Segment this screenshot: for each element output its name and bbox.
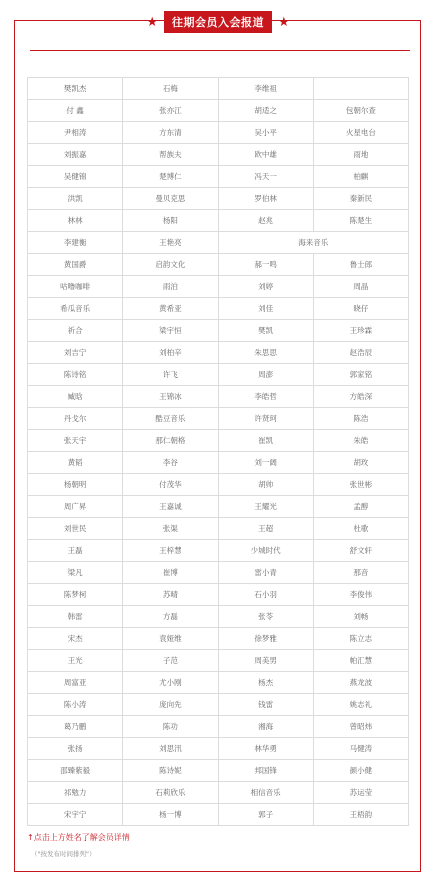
- table-row: [28, 188, 409, 210]
- member-name-link[interactable]: 邦国锋: [218, 760, 313, 782]
- member-name-link[interactable]: 杨阳: [123, 210, 218, 232]
- member-name-link[interactable]: 相信音乐: [218, 782, 313, 804]
- member-name-link[interactable]: 陈立志: [313, 628, 408, 650]
- table-row: [28, 232, 409, 254]
- member-name-link[interactable]: 祈合: [28, 320, 123, 342]
- table-row: [28, 166, 409, 188]
- member-name-link[interactable]: 雨泊: [123, 276, 218, 298]
- member-name-link[interactable]: 黄希亚: [123, 298, 218, 320]
- divider-line: [30, 50, 410, 51]
- member-name-link[interactable]: 杨朝明: [28, 474, 123, 496]
- member-name-link[interactable]: 欧中雄: [218, 144, 313, 166]
- table-row: [28, 254, 409, 276]
- table-row: [28, 78, 409, 100]
- table-row: [28, 452, 409, 474]
- member-name-link[interactable]: 张亦江: [123, 100, 218, 122]
- member-name-link[interactable]: 海来音乐: [218, 232, 409, 254]
- member-name-link[interactable]: 梁宇恒: [123, 320, 218, 342]
- footer-note: ↑点击上方姓名了解会员详情: [27, 833, 130, 842]
- member-name-link[interactable]: 曾昭炜: [313, 716, 408, 738]
- member-name-link[interactable]: 方皓深: [313, 386, 408, 408]
- member-name-link[interactable]: 杨杰: [218, 672, 313, 694]
- member-name-link[interactable]: 苏晴: [123, 584, 218, 606]
- member-name-link[interactable]: 陈诗妮: [123, 760, 218, 782]
- member-name-link[interactable]: 方东清: [123, 122, 218, 144]
- table-row: [28, 122, 409, 144]
- member-name-link[interactable]: 罗伯林: [218, 188, 313, 210]
- member-name-link[interactable]: 周晶: [313, 276, 408, 298]
- member-name-link[interactable]: 姚志礼: [313, 694, 408, 716]
- table-row: [28, 804, 409, 826]
- member-name-link[interactable]: 黄韬: [28, 452, 123, 474]
- table-row: [28, 738, 409, 760]
- member-name-link[interactable]: 吴健锦: [28, 166, 123, 188]
- member-name-link[interactable]: 钱雷: [218, 694, 313, 716]
- member-name-link[interactable]: 希瓜音乐: [28, 298, 123, 320]
- member-name-link[interactable]: 子范: [123, 650, 218, 672]
- member-table-body: [28, 78, 409, 826]
- member-name-link[interactable]: 丹戈尔: [28, 408, 123, 430]
- member-name-link[interactable]: 徐梦雅: [218, 628, 313, 650]
- member-name-link[interactable]: 咕噜咖啡: [28, 276, 123, 298]
- member-name-link[interactable]: 启韵文化: [123, 254, 218, 276]
- empty-cell: [313, 78, 408, 100]
- table-row: [28, 474, 409, 496]
- table-row: [28, 210, 409, 232]
- member-name-link[interactable]: 刘柏辛: [123, 342, 218, 364]
- member-name-link[interactable]: 马健涛: [313, 738, 408, 760]
- member-name-link[interactable]: 许贤珂: [218, 408, 313, 430]
- table-row: [28, 606, 409, 628]
- member-name-link[interactable]: 刘佳: [218, 298, 313, 320]
- member-name-link[interactable]: 石小羽: [218, 584, 313, 606]
- table-row: [28, 496, 409, 518]
- member-name-link[interactable]: 韩雷: [28, 606, 123, 628]
- table-row: [28, 298, 409, 320]
- member-name-link[interactable]: 朱思思: [218, 342, 313, 364]
- table-row: [28, 540, 409, 562]
- table-row: [28, 562, 409, 584]
- member-name-link[interactable]: 陈楚生: [313, 210, 408, 232]
- member-name-link[interactable]: 刘世民: [28, 518, 123, 540]
- table-row: [28, 716, 409, 738]
- member-name-link[interactable]: 尤小刚: [123, 672, 218, 694]
- member-name-link[interactable]: 王嘉诚: [123, 496, 218, 518]
- member-name-link[interactable]: 那音: [313, 562, 408, 584]
- member-name-link[interactable]: 崔博: [123, 562, 218, 584]
- member-name-link[interactable]: 柏麒: [313, 166, 408, 188]
- member-name-link[interactable]: 付 鑫: [28, 100, 123, 122]
- member-name-link[interactable]: 朱皓: [313, 430, 408, 452]
- member-name-link[interactable]: 燕龙波: [313, 672, 408, 694]
- table-row: [28, 430, 409, 452]
- member-name-link[interactable]: 包朝尔查: [313, 100, 408, 122]
- member-name-link[interactable]: 宋杰: [28, 628, 123, 650]
- member-name-link[interactable]: 孟醇: [313, 496, 408, 518]
- member-name-link[interactable]: 陈小涛: [28, 694, 123, 716]
- member-name-link[interactable]: 张世彬: [313, 474, 408, 496]
- member-name-link[interactable]: 冯天一: [218, 166, 313, 188]
- table-row: [28, 408, 409, 430]
- member-name-link[interactable]: 祁勉力: [28, 782, 123, 804]
- member-name-link[interactable]: 王光: [28, 650, 123, 672]
- table-row: [28, 628, 409, 650]
- table-row: [28, 760, 409, 782]
- member-name-link[interactable]: 火星电台: [313, 122, 408, 144]
- member-name-link[interactable]: 雨地: [313, 144, 408, 166]
- member-name-link[interactable]: 王珍霖: [313, 320, 408, 342]
- footer-subnote: （"按发布时间排列"）: [31, 850, 96, 858]
- member-name-link[interactable]: 吴小平: [218, 122, 313, 144]
- member-name-link[interactable]: 苏运莹: [313, 782, 408, 804]
- member-name-link[interactable]: 鲁士郎: [313, 254, 408, 276]
- table-row: [28, 144, 409, 166]
- member-name-link[interactable]: 臧晗: [28, 386, 123, 408]
- member-name-link[interactable]: 王艳亮: [123, 232, 218, 254]
- member-name-link[interactable]: 郝一鸣: [218, 254, 313, 276]
- member-name-link[interactable]: 林林: [28, 210, 123, 232]
- member-name-link[interactable]: 王磊: [28, 540, 123, 562]
- member-name-link[interactable]: 刘吉宁: [28, 342, 123, 364]
- member-name-link[interactable]: 周广昇: [28, 496, 123, 518]
- member-name-link[interactable]: 胡帅: [218, 474, 313, 496]
- member-name-link[interactable]: 王锦冰: [123, 386, 218, 408]
- member-name-link[interactable]: 王超: [218, 518, 313, 540]
- section-title: 往期会员入会报道: [164, 11, 272, 33]
- member-name-link[interactable]: 刘婷: [218, 276, 313, 298]
- table-row: [28, 100, 409, 122]
- member-name-link[interactable]: 陈浩: [313, 408, 408, 430]
- star-icon-left: ★: [146, 14, 158, 30]
- member-name-link[interactable]: 李维祖: [218, 78, 313, 100]
- table-row: [28, 782, 409, 804]
- member-name-link[interactable]: 赵浩辰: [313, 342, 408, 364]
- member-name-link[interactable]: 张天宇: [28, 430, 123, 452]
- member-name-link[interactable]: 李俊伟: [313, 584, 408, 606]
- member-name-link[interactable]: 张渠: [123, 518, 218, 540]
- member-name-link[interactable]: 黄国爵: [28, 254, 123, 276]
- member-name-link[interactable]: 张苓: [218, 606, 313, 628]
- member-name-link[interactable]: 李皓哲: [218, 386, 313, 408]
- member-name-link[interactable]: 湘海: [218, 716, 313, 738]
- member-name-link[interactable]: 陈功: [123, 716, 218, 738]
- section-header: [0, 11, 436, 33]
- member-name-link[interactable]: 袁娅维: [123, 628, 218, 650]
- member-name-link[interactable]: 刘畅: [313, 606, 408, 628]
- table-row: [28, 650, 409, 672]
- member-name-link[interactable]: 王梓慧: [123, 540, 218, 562]
- table-row: [28, 386, 409, 408]
- member-name-link[interactable]: 许飞: [123, 364, 218, 386]
- member-name-link[interactable]: 梁凡: [28, 562, 123, 584]
- member-name-link[interactable]: 樊凯: [218, 320, 313, 342]
- table-row: [28, 342, 409, 364]
- member-name-link[interactable]: 刘一阔: [218, 452, 313, 474]
- table-row: [28, 320, 409, 342]
- member-name-link[interactable]: 胡玫: [313, 452, 408, 474]
- member-name-link[interactable]: 庞向先: [123, 694, 218, 716]
- member-name-link[interactable]: 杜歌: [313, 518, 408, 540]
- member-name-link[interactable]: 李建衡: [28, 232, 123, 254]
- member-name-link[interactable]: 郭家铭: [313, 364, 408, 386]
- member-name-link[interactable]: 郭子: [218, 804, 313, 826]
- member-name-link[interactable]: 王梧韵: [313, 804, 408, 826]
- member-name-link[interactable]: 陈梦柯: [28, 584, 123, 606]
- member-name-link[interactable]: 宋宇宁: [28, 804, 123, 826]
- table-row: [28, 672, 409, 694]
- member-name-link[interactable]: 石莉欣乐: [123, 782, 218, 804]
- member-name-link[interactable]: 周富亚: [28, 672, 123, 694]
- table-row: [28, 584, 409, 606]
- member-name-link[interactable]: 王耀光: [218, 496, 313, 518]
- member-name-link[interactable]: 洪凯: [28, 188, 123, 210]
- member-name-link[interactable]: 舒文轩: [313, 540, 408, 562]
- member-name-link[interactable]: 楚博仁: [123, 166, 218, 188]
- member-name-link[interactable]: 周澎: [218, 364, 313, 386]
- member-name-link[interactable]: 杨一博: [123, 804, 218, 826]
- member-name-link[interactable]: 胡适之: [218, 100, 313, 122]
- member-name-link[interactable]: 晓仔: [313, 298, 408, 320]
- member-name-link[interactable]: 雷小青: [218, 562, 313, 584]
- member-name-link[interactable]: 张扬: [28, 738, 123, 760]
- member-name-link[interactable]: 周美男: [218, 650, 313, 672]
- member-name-link[interactable]: 石梅: [123, 78, 218, 100]
- table-row: [28, 518, 409, 540]
- member-name-link[interactable]: 葛乃鹏: [28, 716, 123, 738]
- member-name-link[interactable]: 刘思汛: [123, 738, 218, 760]
- member-name-link[interactable]: 酷豆音乐: [123, 408, 218, 430]
- member-name-link[interactable]: 颜小健: [313, 760, 408, 782]
- member-name-link[interactable]: 崔凯: [218, 430, 313, 452]
- member-name-link[interactable]: 陈诗铭: [28, 364, 123, 386]
- member-name-link[interactable]: 那仁朝格: [123, 430, 218, 452]
- member-name-link[interactable]: 李谷: [123, 452, 218, 474]
- member-name-link[interactable]: 秦新民: [313, 188, 408, 210]
- member-name-link[interactable]: 帕汇慧: [313, 650, 408, 672]
- member-name-link[interactable]: 尹相涛: [28, 122, 123, 144]
- table-row: [28, 364, 409, 386]
- member-name-table: [27, 77, 409, 826]
- member-name-link[interactable]: 方磊: [123, 606, 218, 628]
- member-name-link[interactable]: 曼贝克思: [123, 188, 218, 210]
- member-name-link[interactable]: 帮族夫: [123, 144, 218, 166]
- table-row: [28, 276, 409, 298]
- member-name-link[interactable]: 邵臻紫毅: [28, 760, 123, 782]
- member-name-link[interactable]: 付茂华: [123, 474, 218, 496]
- member-name-link[interactable]: 少城时代: [218, 540, 313, 562]
- table-row: [28, 694, 409, 716]
- member-name-link[interactable]: 刘振嘉: [28, 144, 123, 166]
- member-name-link[interactable]: 赵兆: [218, 210, 313, 232]
- member-name-link[interactable]: 林华勇: [218, 738, 313, 760]
- star-icon-right: ★: [278, 14, 290, 30]
- member-name-link[interactable]: 樊凯杰: [28, 78, 123, 100]
